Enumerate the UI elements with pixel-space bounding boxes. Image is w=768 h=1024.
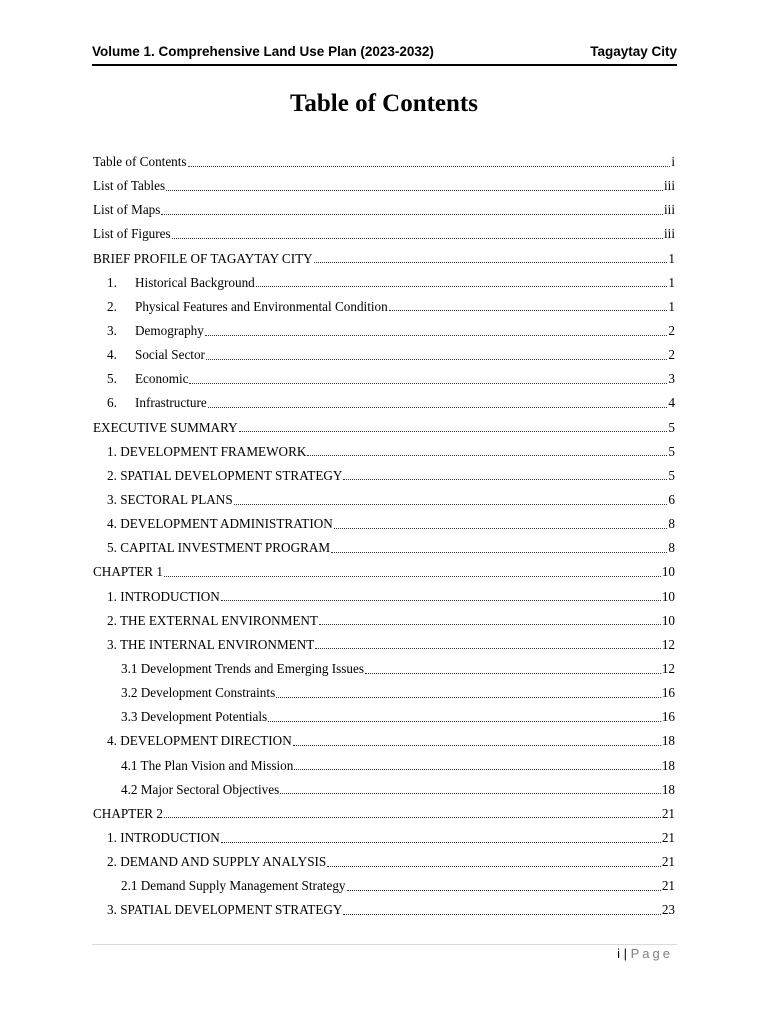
toc-entry-label: 3.3 Development Potentials xyxy=(121,709,268,725)
toc-entry-page: 16 xyxy=(661,685,675,701)
toc-entry[interactable] xyxy=(93,705,675,729)
toc-dot-leader xyxy=(307,455,667,456)
toc-entry-page: 6 xyxy=(668,492,675,508)
toc-dot-leader xyxy=(293,745,661,746)
toc-dot-leader xyxy=(172,238,663,239)
toc-entry[interactable] xyxy=(93,898,675,922)
toc-entry[interactable] xyxy=(93,416,675,440)
toc-entry[interactable] xyxy=(93,560,675,584)
header-document-title: Volume 1. Comprehensive Land Use Plan (2023-2032) xyxy=(92,44,434,59)
toc-entry-page: 4 xyxy=(668,395,675,411)
toc-entry[interactable] xyxy=(93,464,675,488)
toc-entry-page: 2 xyxy=(668,347,675,363)
toc-entry-page: 10 xyxy=(661,588,675,604)
toc-entry-page: 18 xyxy=(661,757,675,773)
table-of-contents xyxy=(93,150,675,923)
toc-dot-leader xyxy=(208,407,668,408)
toc-entry[interactable] xyxy=(93,271,675,295)
toc-dot-leader xyxy=(234,504,668,505)
toc-dot-leader xyxy=(365,673,661,674)
toc-entry-label: List of Tables xyxy=(93,178,166,194)
toc-entry-label: Historical Background xyxy=(135,274,255,290)
toc-dot-leader xyxy=(327,866,661,867)
toc-entry-page: iii xyxy=(664,226,675,242)
toc-entry[interactable] xyxy=(93,657,675,681)
toc-entry-label: 1. INTRODUCTION xyxy=(107,830,220,845)
toc-entry-page: 10 xyxy=(661,564,675,580)
toc-entry[interactable] xyxy=(93,536,675,560)
toc-entry-page: 5 xyxy=(668,443,675,459)
toc-entry[interactable] xyxy=(93,585,675,609)
toc-entry[interactable] xyxy=(93,174,675,198)
toc-entry-page: 1 xyxy=(668,250,675,266)
toc-entry-number: 1. xyxy=(107,274,117,290)
toc-entry-label: 3.2 Development Constraints xyxy=(121,685,276,701)
toc-entry-page: 1 xyxy=(668,298,675,314)
toc-dot-leader xyxy=(343,479,667,480)
toc-entry-label: Infrastructure xyxy=(135,395,207,411)
toc-dot-leader xyxy=(343,914,660,915)
toc-entry-number: 3. xyxy=(107,323,117,339)
toc-entry[interactable] xyxy=(93,319,675,343)
page-title: Table of Contents xyxy=(290,90,478,117)
toc-entry-label: 3. THE INTERNAL ENVIRONMENT xyxy=(107,636,315,652)
footer-page-word: Page xyxy=(630,946,673,961)
toc-entry-label: 4.1 The Plan Vision and Mission xyxy=(121,757,294,773)
toc-entry-number: 4. xyxy=(107,347,117,363)
toc-dot-leader xyxy=(221,600,661,601)
toc-dot-leader xyxy=(221,842,661,843)
toc-entry[interactable] xyxy=(93,440,675,464)
toc-entry[interactable] xyxy=(93,512,675,536)
toc-entry-label: 3. SECTORAL PLANS xyxy=(107,492,233,508)
toc-entry-page: 12 xyxy=(661,636,675,652)
toc-entry-page: 1 xyxy=(668,274,675,290)
toc-entry[interactable] xyxy=(93,295,675,319)
toc-entry-label: Economic xyxy=(135,371,189,387)
toc-entry-label: EXECUTIVE SUMMARY xyxy=(93,419,238,435)
toc-entry[interactable] xyxy=(93,488,675,512)
page-footer xyxy=(617,946,673,961)
toc-entry-page: 21 xyxy=(661,878,675,894)
toc-entry-page: i xyxy=(671,154,675,170)
toc-entry-label: 1. INTRODUCTION xyxy=(107,588,220,604)
toc-entry-page: 2 xyxy=(668,323,675,339)
toc-entry-label: 4.2 Major Sectoral Objectives xyxy=(121,781,280,797)
toc-entry-page: 21 xyxy=(661,854,675,870)
toc-entry[interactable] xyxy=(93,874,675,898)
toc-entry-label: 2.1 Demand Supply Management Strategy xyxy=(121,878,346,894)
toc-dot-leader xyxy=(347,890,661,891)
toc-entry[interactable] xyxy=(93,343,675,367)
toc-dot-leader xyxy=(280,793,661,794)
toc-entry-label: 3.1 Development Trends and Emerging Issues xyxy=(121,661,364,677)
toc-entry[interactable] xyxy=(93,754,675,778)
toc-dot-leader xyxy=(239,431,668,432)
toc-entry-label: 2. DEMAND AND SUPPLY ANALYSIS xyxy=(107,854,327,870)
toc-entry[interactable] xyxy=(93,850,675,874)
toc-dot-leader xyxy=(315,648,661,649)
toc-entry-label: 2. THE EXTERNAL ENVIRONMENT xyxy=(107,612,318,628)
toc-entry-page: 23 xyxy=(661,902,675,918)
toc-entry-page: 8 xyxy=(668,516,675,532)
toc-dot-leader xyxy=(256,286,668,287)
toc-dot-leader xyxy=(389,310,668,311)
toc-entry[interactable] xyxy=(93,778,675,802)
toc-entry-label: Table of Contents xyxy=(93,154,187,170)
toc-entry[interactable] xyxy=(93,729,675,753)
toc-dot-leader xyxy=(188,166,671,167)
toc-entry-number: 6. xyxy=(107,395,117,411)
toc-dot-leader xyxy=(319,624,661,625)
toc-entry-label: List of Figures xyxy=(93,226,171,242)
toc-entry-label: 1. DEVELOPMENT FRAMEWORK xyxy=(107,443,307,459)
toc-entry-number: 5. xyxy=(107,371,117,387)
toc-entry[interactable] xyxy=(93,826,675,850)
toc-entry-page: 5 xyxy=(668,419,675,435)
toc-entry-page: 5 xyxy=(668,467,675,483)
toc-dot-leader xyxy=(334,528,668,529)
toc-dot-leader xyxy=(164,576,661,577)
toc-entry-label: BRIEF PROFILE OF TAGAYTAY CITY xyxy=(93,250,313,266)
toc-entry[interactable] xyxy=(93,681,675,705)
toc-entry-number: 2. xyxy=(107,298,117,314)
toc-entry-page: iii xyxy=(664,202,675,218)
toc-entry-page: 12 xyxy=(661,661,675,677)
toc-entry-label: 2. SPATIAL DEVELOPMENT STRATEGY xyxy=(107,467,343,483)
toc-dot-leader xyxy=(331,552,667,553)
toc-dot-leader xyxy=(268,721,661,722)
toc-entry-label: CHAPTER 2 xyxy=(93,805,163,821)
toc-entry-page: 18 xyxy=(661,733,675,749)
toc-entry-page: 10 xyxy=(661,612,675,628)
toc-dot-leader xyxy=(294,769,660,770)
toc-entry-page: 18 xyxy=(661,781,675,797)
footer-page-number: i xyxy=(617,946,620,961)
footer-separator: | xyxy=(623,946,627,961)
toc-entry-page: 3 xyxy=(668,371,675,387)
page-header xyxy=(92,44,677,66)
toc-entry-page: 8 xyxy=(668,540,675,556)
toc-dot-leader xyxy=(276,697,661,698)
toc-entry[interactable] xyxy=(93,633,675,657)
footer-divider xyxy=(92,944,677,945)
toc-dot-leader xyxy=(161,214,663,215)
toc-dot-leader xyxy=(164,817,661,818)
toc-entry-label: 4. DEVELOPMENT ADMINISTRATION xyxy=(107,516,333,532)
toc-dot-leader xyxy=(205,335,668,336)
toc-entry-label: 4. DEVELOPMENT DIRECTION xyxy=(107,733,292,749)
toc-entry[interactable] xyxy=(93,391,675,415)
toc-entry-page: 21 xyxy=(661,805,675,821)
toc-entry-label: 3. SPATIAL DEVELOPMENT STRATEGY xyxy=(107,902,343,918)
toc-entry-label: List of Maps xyxy=(93,202,161,218)
toc-entry[interactable] xyxy=(93,150,675,174)
toc-dot-leader xyxy=(166,190,663,191)
toc-entry[interactable] xyxy=(93,198,675,222)
toc-entry-label: 5. CAPITAL INVESTMENT PROGRAM xyxy=(107,540,331,556)
toc-entry[interactable] xyxy=(93,802,675,826)
toc-entry[interactable] xyxy=(93,222,675,246)
toc-entry-page: iii xyxy=(664,178,675,194)
toc-entry-label: Demography xyxy=(135,323,204,339)
toc-entry-page: 16 xyxy=(661,709,675,725)
toc-dot-leader xyxy=(206,359,667,360)
toc-entry-page: 21 xyxy=(661,830,675,845)
toc-entry[interactable] xyxy=(93,367,675,391)
toc-entry[interactable] xyxy=(93,247,675,271)
toc-entry-label: Physical Features and Environmental Condition xyxy=(135,298,388,314)
toc-entry-label: Social Sector xyxy=(135,347,205,363)
header-city-name: Tagaytay City xyxy=(590,44,677,59)
toc-entry[interactable] xyxy=(93,609,675,633)
toc-entry-label: CHAPTER 1 xyxy=(93,564,163,580)
toc-dot-leader xyxy=(314,262,668,263)
toc-dot-leader xyxy=(189,383,667,384)
